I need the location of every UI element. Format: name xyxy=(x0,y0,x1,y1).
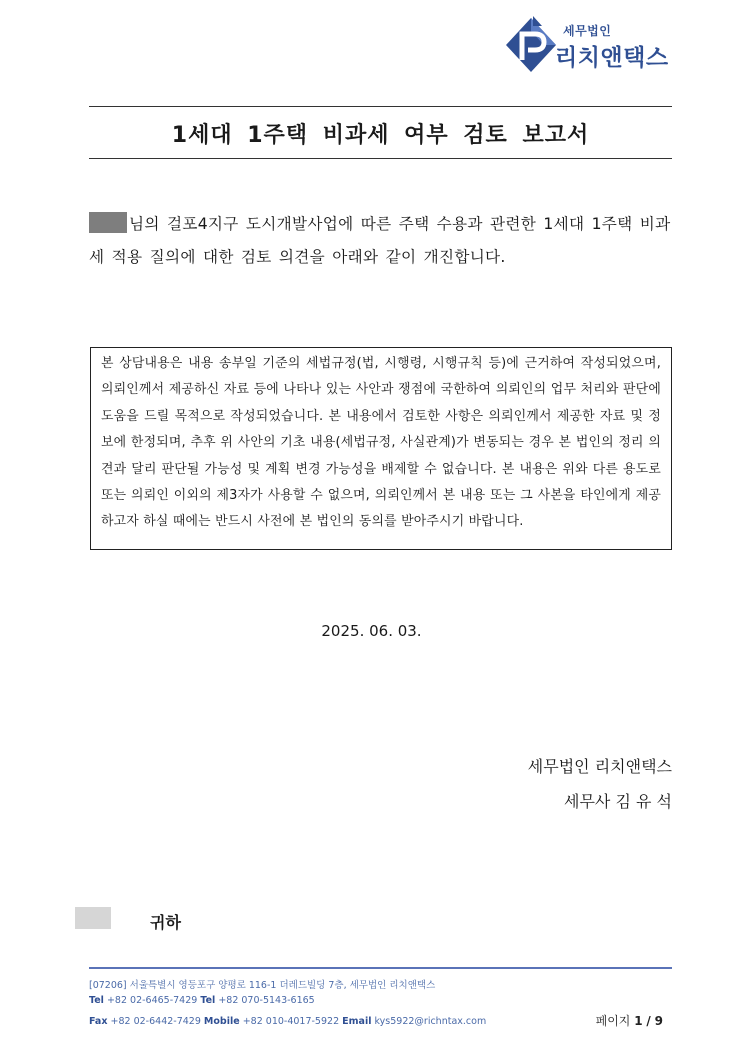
page-indicator xyxy=(596,1012,663,1029)
email-link[interactable]: kys5922@richntax.com xyxy=(374,1016,487,1027)
logo-subtitle: 세무법인 xyxy=(563,24,612,38)
recipient-honorific: 귀하 xyxy=(150,913,181,932)
redacted-recipient xyxy=(75,907,111,929)
tel-label: Tel xyxy=(89,995,104,1006)
document-date: 2025. 06. 03. xyxy=(321,622,422,640)
title-top-rule xyxy=(89,106,672,107)
page-separator: / xyxy=(646,1014,651,1028)
signer-firm: 세무법인 리치앤택스 xyxy=(527,757,672,776)
page-label: 페이지 xyxy=(595,1014,631,1028)
footer-contacts xyxy=(89,1016,486,1027)
page-total: 9 xyxy=(654,1014,663,1028)
intro-text: 님의 걸포4지구 도시개발사업에 따른 주택 수용과 관련한 1세대 1주택 비과세 적용 질의에 대한 검토 의견을 아래와 같이 개진합니다. xyxy=(89,215,671,266)
tel-value: +82 02-6465-7429 xyxy=(106,995,198,1006)
tel2-label: Tel xyxy=(200,995,216,1006)
footer-phones xyxy=(89,995,315,1006)
mobile-label: Mobile xyxy=(203,1016,240,1027)
tel2-value: +82 070-5143-6165 xyxy=(218,995,315,1006)
disclaimer-box: 본 상담내용은 내용 송부일 기준의 세법규정(법, 시행령, 시행규칙 등)에 근거하여 작성되었으며, 의뢰인께서 제공하신 자료 등에 나타나 있는 사안과 쟁점에 국한하여 의뢰인의 업무 처리와 판단에 도움을 드릴 목적으로 작성되었습니다. 본 내용에서 검토한 사항은 의뢰인께서 제공한 자료 및 정보에 한정되며, 추후 위 사안의 기초 내용(세법규정, 사실관계)가 변동되는 경우 본 법인의 정리 의견과 달리 판단될 가능성 및 계획 변경 가능성을 배제할 수 없습니다. 본 내용은 위와 다른 용도로 또는 의뢰인 이외의 제3자가 사용할 수 없으며, 의뢰인께서 본 내용 또는 그 사본을 타인에게 제공하고자 하실 때에는 반드시 사전에 본 법인의 동의를 받아주시기 바랍니다. xyxy=(90,347,672,550)
footer-rule xyxy=(89,967,672,969)
email-label: Email xyxy=(342,1016,372,1027)
intro-paragraph xyxy=(89,208,679,274)
title-bottom-rule xyxy=(89,158,672,159)
fax-value: +82 02-6442-7429 xyxy=(110,1016,201,1027)
signer-person: 세무사 김 유 석 xyxy=(564,792,672,811)
company-logo xyxy=(502,14,674,78)
page-current: 1 xyxy=(634,1014,643,1028)
mobile-value: +82 010-4017-5922 xyxy=(242,1016,340,1027)
logo-name: 리치앤택스 xyxy=(555,45,669,71)
footer-address: [07206] 서울특별시 영등포구 양평로 116-1 더레드빌딩 7층, 세무법인 리치앤택스 xyxy=(89,980,436,991)
fax-label: Fax xyxy=(89,1016,108,1027)
logo-mark-icon xyxy=(502,14,560,76)
document-title: 1세대 1주택 비과세 여부 검토 보고서 xyxy=(171,123,590,148)
redacted-name xyxy=(89,212,127,233)
